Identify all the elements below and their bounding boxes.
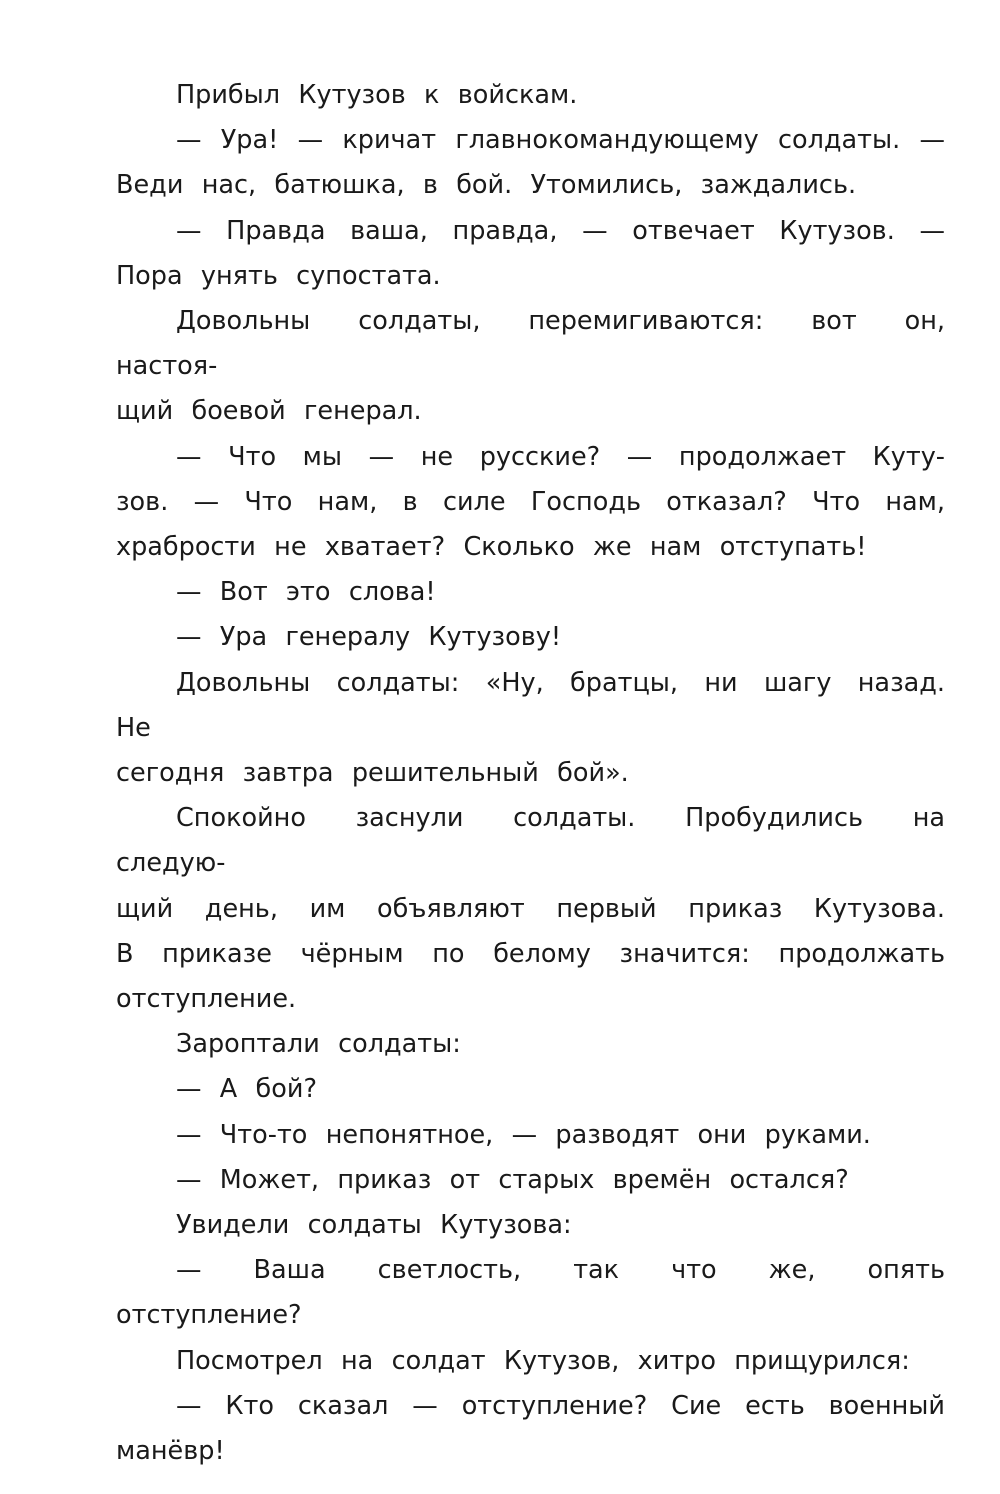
text-line: отступление. [116,984,297,1015]
text-line: — Что мы — не русские? — продолжает Куту- [176,441,945,472]
text-line: Увидели солдаты Кутузова: [176,1210,572,1241]
paragraph [116,1113,945,1158]
text-line: — Ваша светлость, так что же, опять отступление? [116,1255,945,1331]
text-line: — Может, приказ от старых времён остался? [176,1164,849,1195]
text-line: Довольны солдаты: «Ну, братцы, ни шагу назад. Не [116,667,945,743]
paragraph [116,661,945,797]
text-line: — Кто сказал — отступление? Сие есть военный [176,1390,945,1421]
paragraph [116,1067,945,1112]
paragraph [116,435,945,571]
text-line: Посмотрел на солдат Кутузов, хитро прищурился: [176,1345,910,1376]
text-line: — Правда ваша, правда, — отвечает Кутузов. — [176,215,945,246]
text-line: сегодня завтра решительный бой». [116,758,629,789]
document-page [116,73,945,1474]
paragraph [116,615,945,660]
text-line: Зароптали солдаты: [176,1029,461,1060]
text-line: — Ура генералу Кутузову! [176,622,562,653]
paragraph [116,1203,945,1248]
paragraph [116,570,945,615]
text-line: Веди нас, батюшка, в бой. Утомились, заждались. [116,170,857,201]
paragraph [116,118,945,208]
paragraph [116,796,945,1022]
text-line: щий день, им объявляют первый приказ Кутузова. [116,893,945,924]
text-line: — Что-то непонятное, — разводят они руками. [176,1119,871,1150]
paragraph [116,299,945,435]
text-line: щий боевой генерал. [116,396,422,427]
text-line: Довольны солдаты, перемигиваются: вот он, настоя- [116,306,945,382]
paragraph [116,1339,945,1384]
text-line: зов. — Что нам, в силе Господь отказал? Что нам, [116,486,945,517]
paragraph [116,1022,945,1067]
text-line: Прибыл Кутузов к войскам. [176,80,578,110]
paragraph [116,1384,945,1474]
text-line: манёвр! [116,1436,225,1467]
text-line: В приказе чёрным по белому значится: продолжать [116,938,945,969]
text-line: — Вот это слова! [176,577,436,608]
paragraph [116,1158,945,1203]
paragraph [116,73,945,118]
text-line: храбрости не хватает? Сколько же нам отступать! [116,532,867,563]
text-line: Пора унять супостата. [116,260,441,291]
paragraph [116,1248,945,1338]
text-line: Спокойно заснули солдаты. Пробудились на следую- [116,803,945,879]
text-line: — А бой? [176,1074,317,1105]
text-line: — Ура! — кричат главнокомандующему солдаты. — [176,125,945,156]
paragraph [116,209,945,299]
